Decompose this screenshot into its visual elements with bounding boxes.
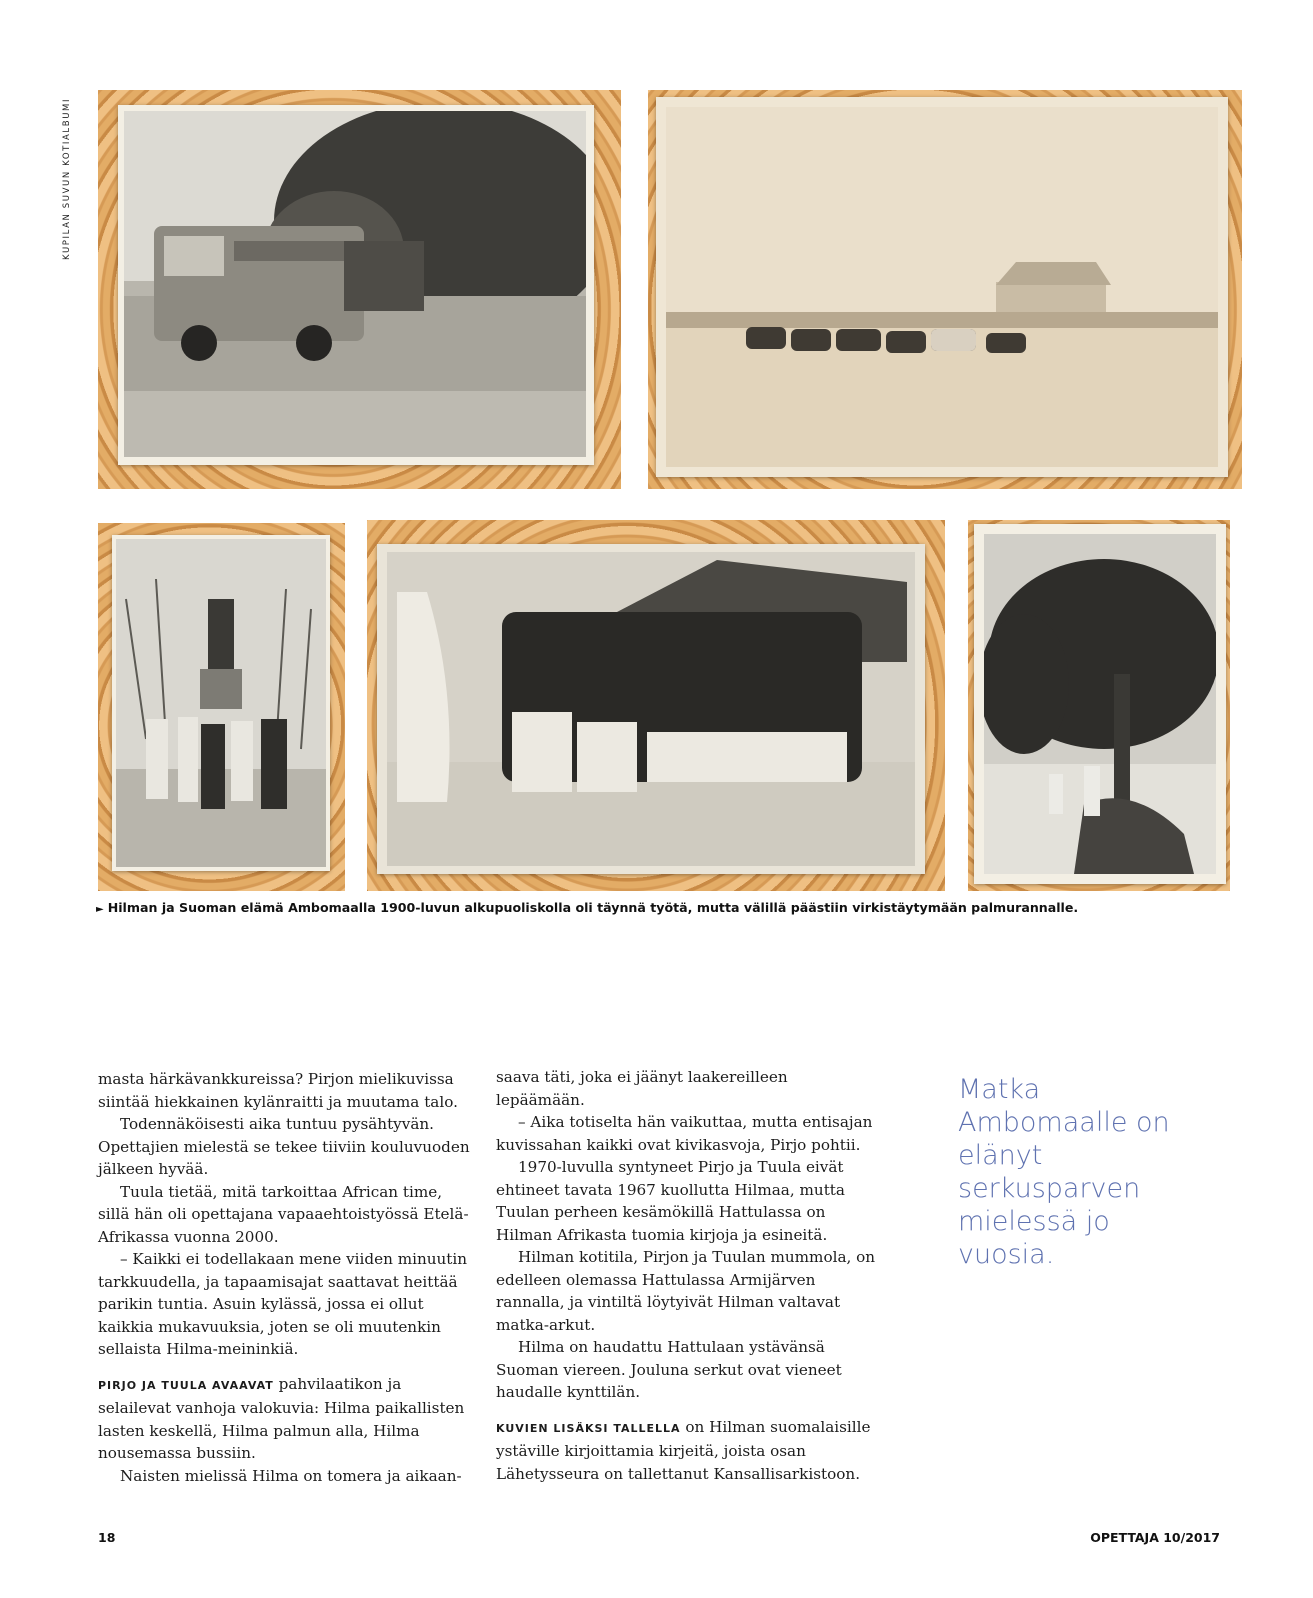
paragraph: – Kaikki ei todellakaan mene viiden minuutin tarkkuudella, ja tapaamisajat saattavat heittää parikin tuntia. Asuin kylässä, jossa ei ollut kaikkia mukavuuksia, joten se oli muutenkin sellaista Hilma-meininkiä. <box>98 1250 468 1358</box>
pull-quote: Matka Ambomaalle on elänyt serkusparven mielessä jo vuosia. <box>958 1074 1170 1270</box>
palm-photo <box>984 534 1216 874</box>
paragraph: Hilman kotitila, Pirjon ja Tuulan mummola, on edelleen olemassa Hattulassa Armijärven rannalla, ja vintiltä löytyivät Hilman valtavat matka-arkut. <box>496 1248 876 1334</box>
paragraph-text: on Hilman suomalaisille ystäville kirjoittamia kirjeitä, joista osan Lähetysseura on tallettanut Kansallisarkistoon. <box>496 1417 871 1483</box>
statue-photo <box>116 539 326 867</box>
photo-bus-backdrop <box>98 90 621 489</box>
photo-oxen-backdrop <box>648 90 1242 489</box>
text-column-1 <box>98 1068 478 1487</box>
paragraph: Tuula tietää, mitä tarkoittaa African time, sillä hän oli opettajana vapaaehtoistyössä Etelä-Afrikassa vuonna 2000. <box>98 1182 469 1246</box>
paragraph <box>98 1373 478 1465</box>
paragraph: masta härkävankkureissa? Pirjon mielikuvissa siintää hiekkainen kylänraitti ja muutama talo. <box>98 1070 458 1111</box>
photo-group-backdrop <box>367 520 945 891</box>
lead-in: KUVIEN LISÄKSI TALLELLA <box>496 1421 681 1435</box>
bus-photo <box>124 111 586 457</box>
text-column-2 <box>496 1066 876 1485</box>
paragraph: Naisten mielissä Hilma on tomera ja aikaan- <box>120 1466 462 1485</box>
lead-in: PIRJO JA TUULA AVAAVAT <box>98 1378 274 1392</box>
oxen-photo <box>666 107 1218 467</box>
paragraph: 1970-luvulla syntyneet Pirjo ja Tuula eivät ehtineet tavata 1967 kuollutta Hilmaa, mutta Tuulan perheen kesämökillä Hattulassa on Hilman Afrikasta tuomia kirjoja ja esineitä. <box>496 1158 845 1244</box>
photo-caption <box>96 900 1216 915</box>
caption-arrow-icon: ► <box>96 904 104 915</box>
photo-oxen-print <box>656 97 1228 477</box>
photo-palm-print <box>974 524 1226 884</box>
group-photo <box>387 552 915 866</box>
magazine-issue: OPETTAJA 10/2017 <box>1090 1530 1220 1545</box>
paragraph: Todennäköisesti aika tuntuu pysähtyvän. Opettajien mielestä se tekee tiiviin kouluvuoden jälkeen hyvää. <box>98 1115 470 1178</box>
paragraph: Hilma on haudattu Hattulaan ystävänsä Suoman viereen. Jouluna serkut ovat vieneet haudalle kynttilän. <box>496 1338 842 1401</box>
paragraph: saava täti, joka ei jäänyt laakereilleen lepäämään. <box>496 1068 788 1109</box>
paragraph <box>496 1416 876 1486</box>
page-number: 18 <box>98 1530 116 1545</box>
photo-statue-print <box>112 535 330 871</box>
caption-text: Hilman ja Suoman elämä Ambomaalla 1900-luvun alkupuoliskolla oli täynnä työtä, mutta välillä päästiin virkistäytymään palmurannalle. <box>107 900 1079 915</box>
photo-palm-backdrop <box>968 520 1230 891</box>
photo-group-print <box>377 544 925 874</box>
photo-bus-print <box>118 105 594 465</box>
paragraph-text: pahvilaatikon ja selailevat vanhoja valokuvia: Hilma paikallisten lasten keskellä, Hilma palmun alla, Hilma nousemassa bussiin. <box>98 1374 465 1462</box>
photo-statue-backdrop <box>98 523 345 891</box>
photo-credit: KUPILAN SUVUN KOTIALBUMI <box>62 97 72 260</box>
paragraph: – Aika totiselta hän vaikuttaa, mutta entisajan kuvissahan kaikki ovat kivikasvoja, Pirjo pohtii. <box>496 1113 873 1154</box>
